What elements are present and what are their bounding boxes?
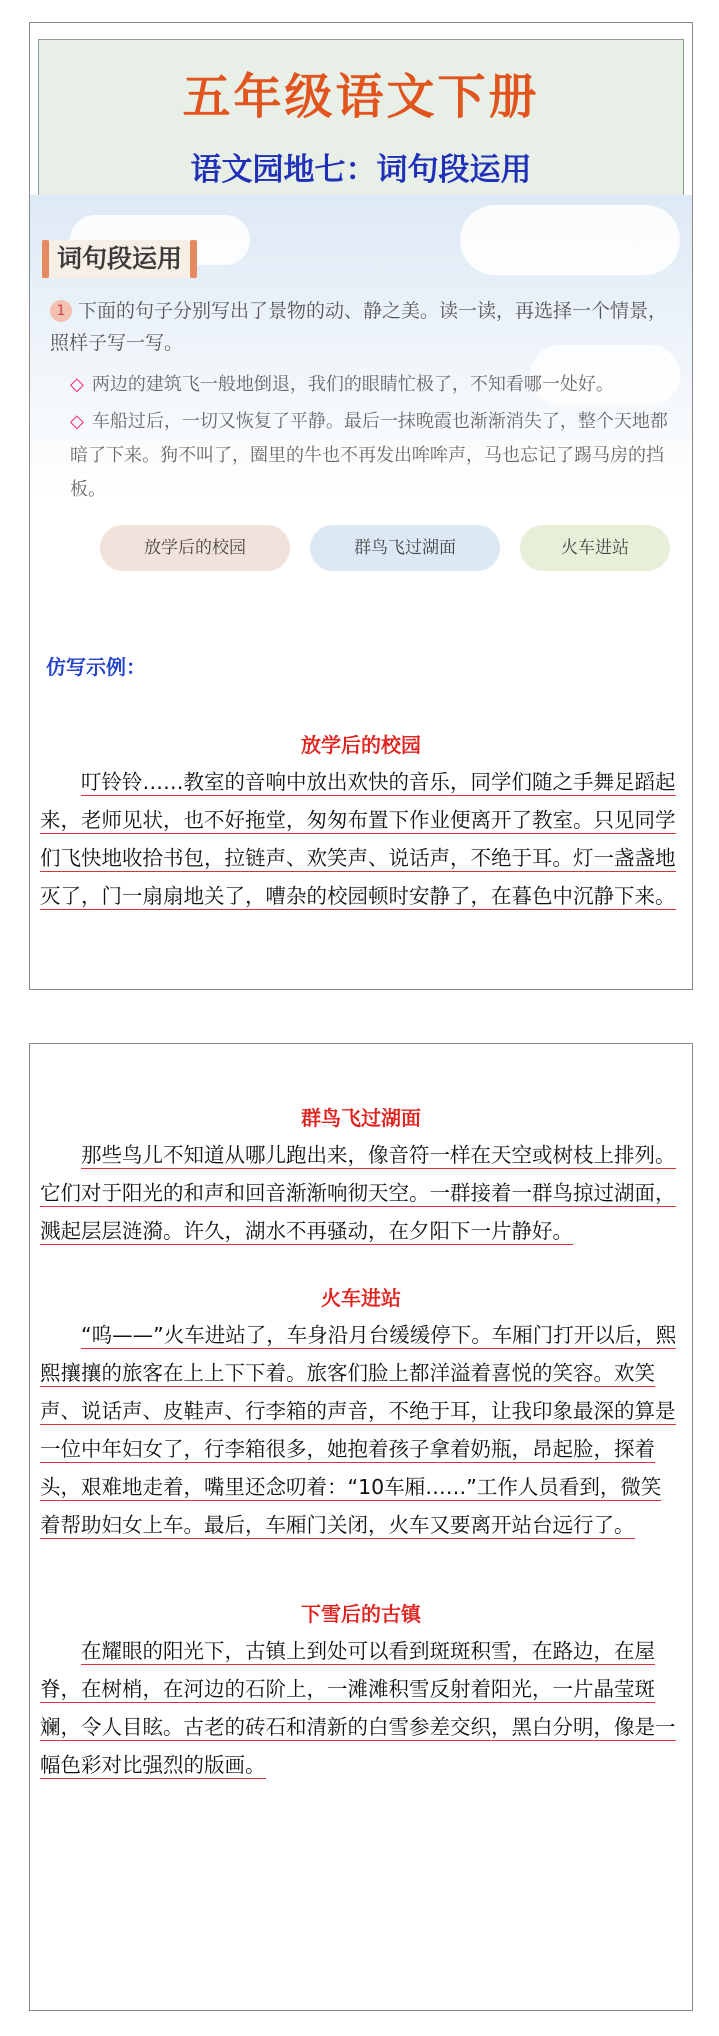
section-tag — [42, 239, 197, 279]
page-title: 五年级语文下册 — [182, 69, 540, 125]
textbook-instruction — [50, 295, 680, 359]
essay-campus: 叮铃铃……教室的音响中放出欢快的音乐，同学们随之手舞足蹈起来，老师见状，也不好拖堂，匆匆布置下作业便离开了教室。只见同学们飞快地收拾书包，拉链声、欢笑声、说话声，不绝于耳。灯一盏盏地灭了，门一扇扇地关了，嘈杂的校园顿时安静了，在暮色中沉静下来。 — [40, 770, 676, 908]
section-tag-label: 词句段运用 — [49, 240, 190, 278]
page-1 — [29, 22, 693, 990]
essay-train: “呜——”火车进站了，车身沿月台缓缓停下。车厢门打开以后，熙熙攘攘的旅客在上上下下着。旅客们脸上都洋溢着喜悦的笑容。欢笑声、说话声、皮鞋声、行李箱的声音，不绝于耳，让我印象最深的算是一位中年妇女了，行李箱很多，她抱着孩子拿着奶瓶，昂起脸，探着头，艰难地走着，嘴里还念叨着：“10车厢……”工作人员看到，微笑着帮助妇女上车。最后，车厢门关闭，火车又要离开站台远行了。 — [40, 1323, 677, 1537]
instruction-text: 下面的句子分别写出了景物的动、静之美。读一读，再选择一个情景，照样子写一写。 — [50, 300, 668, 354]
page-2 — [29, 1043, 693, 2011]
textbook-example-1: ◇ 两边的建筑飞一般地倒退，我们的眼睛忙极了，不知看哪一处好。 — [70, 374, 614, 395]
textbook-example-2: ◇ 车船过后，一切又恢复了平静。最后一抹晚霞也渐渐消失了，整个天地都暗了下来。狗不叫了，圈里的牛也不再发出哞哞声，马也忘记了踢马房的挡板。 — [70, 411, 668, 500]
essay-title-birds: 群鸟飞过湖面 — [301, 1106, 421, 1130]
choice-pill-train: 火车进站 — [520, 525, 670, 571]
essay-title-train: 火车进站 — [321, 1286, 401, 1310]
essay-snow: 在耀眼的阳光下，古镇上到处可以看到斑斑积雪，在路边，在屋脊，在树梢，在河边的石阶上，一滩滩积雪反射着阳光，一片晶莹斑斓，令人目眩。古老的砖石和清新的白雪参差交织，黑白分明，像是一幅色彩对比强烈的版画。 — [40, 1639, 676, 1777]
essay-title-campus: 放学后的校园 — [301, 733, 421, 757]
essay-title-snow: 下雪后的古镇 — [301, 1602, 421, 1626]
choice-pill-birds: 群鸟飞过湖面 — [310, 525, 500, 571]
sample-label: 仿写示例： — [46, 655, 146, 679]
diamond-bullet-icon: ◇ — [70, 374, 84, 395]
essay-birds: 那些鸟儿不知道从哪儿跑出来，像音符一样在天空或树枝上排列。它们对于阳光的和声和回音渐渐响彻天空。一群接着一群鸟掠过湖面，溅起层层涟漪。许久，湖水不再骚动，在夕阳下一片静好。 — [40, 1143, 676, 1243]
instruction-number: 1 — [50, 300, 72, 322]
page-subtitle: 语文园地七：词句段运用 — [190, 152, 532, 188]
diamond-bullet-icon: ◇ — [70, 411, 84, 432]
choice-pill-campus: 放学后的校园 — [100, 525, 290, 571]
title-banner — [38, 39, 684, 197]
